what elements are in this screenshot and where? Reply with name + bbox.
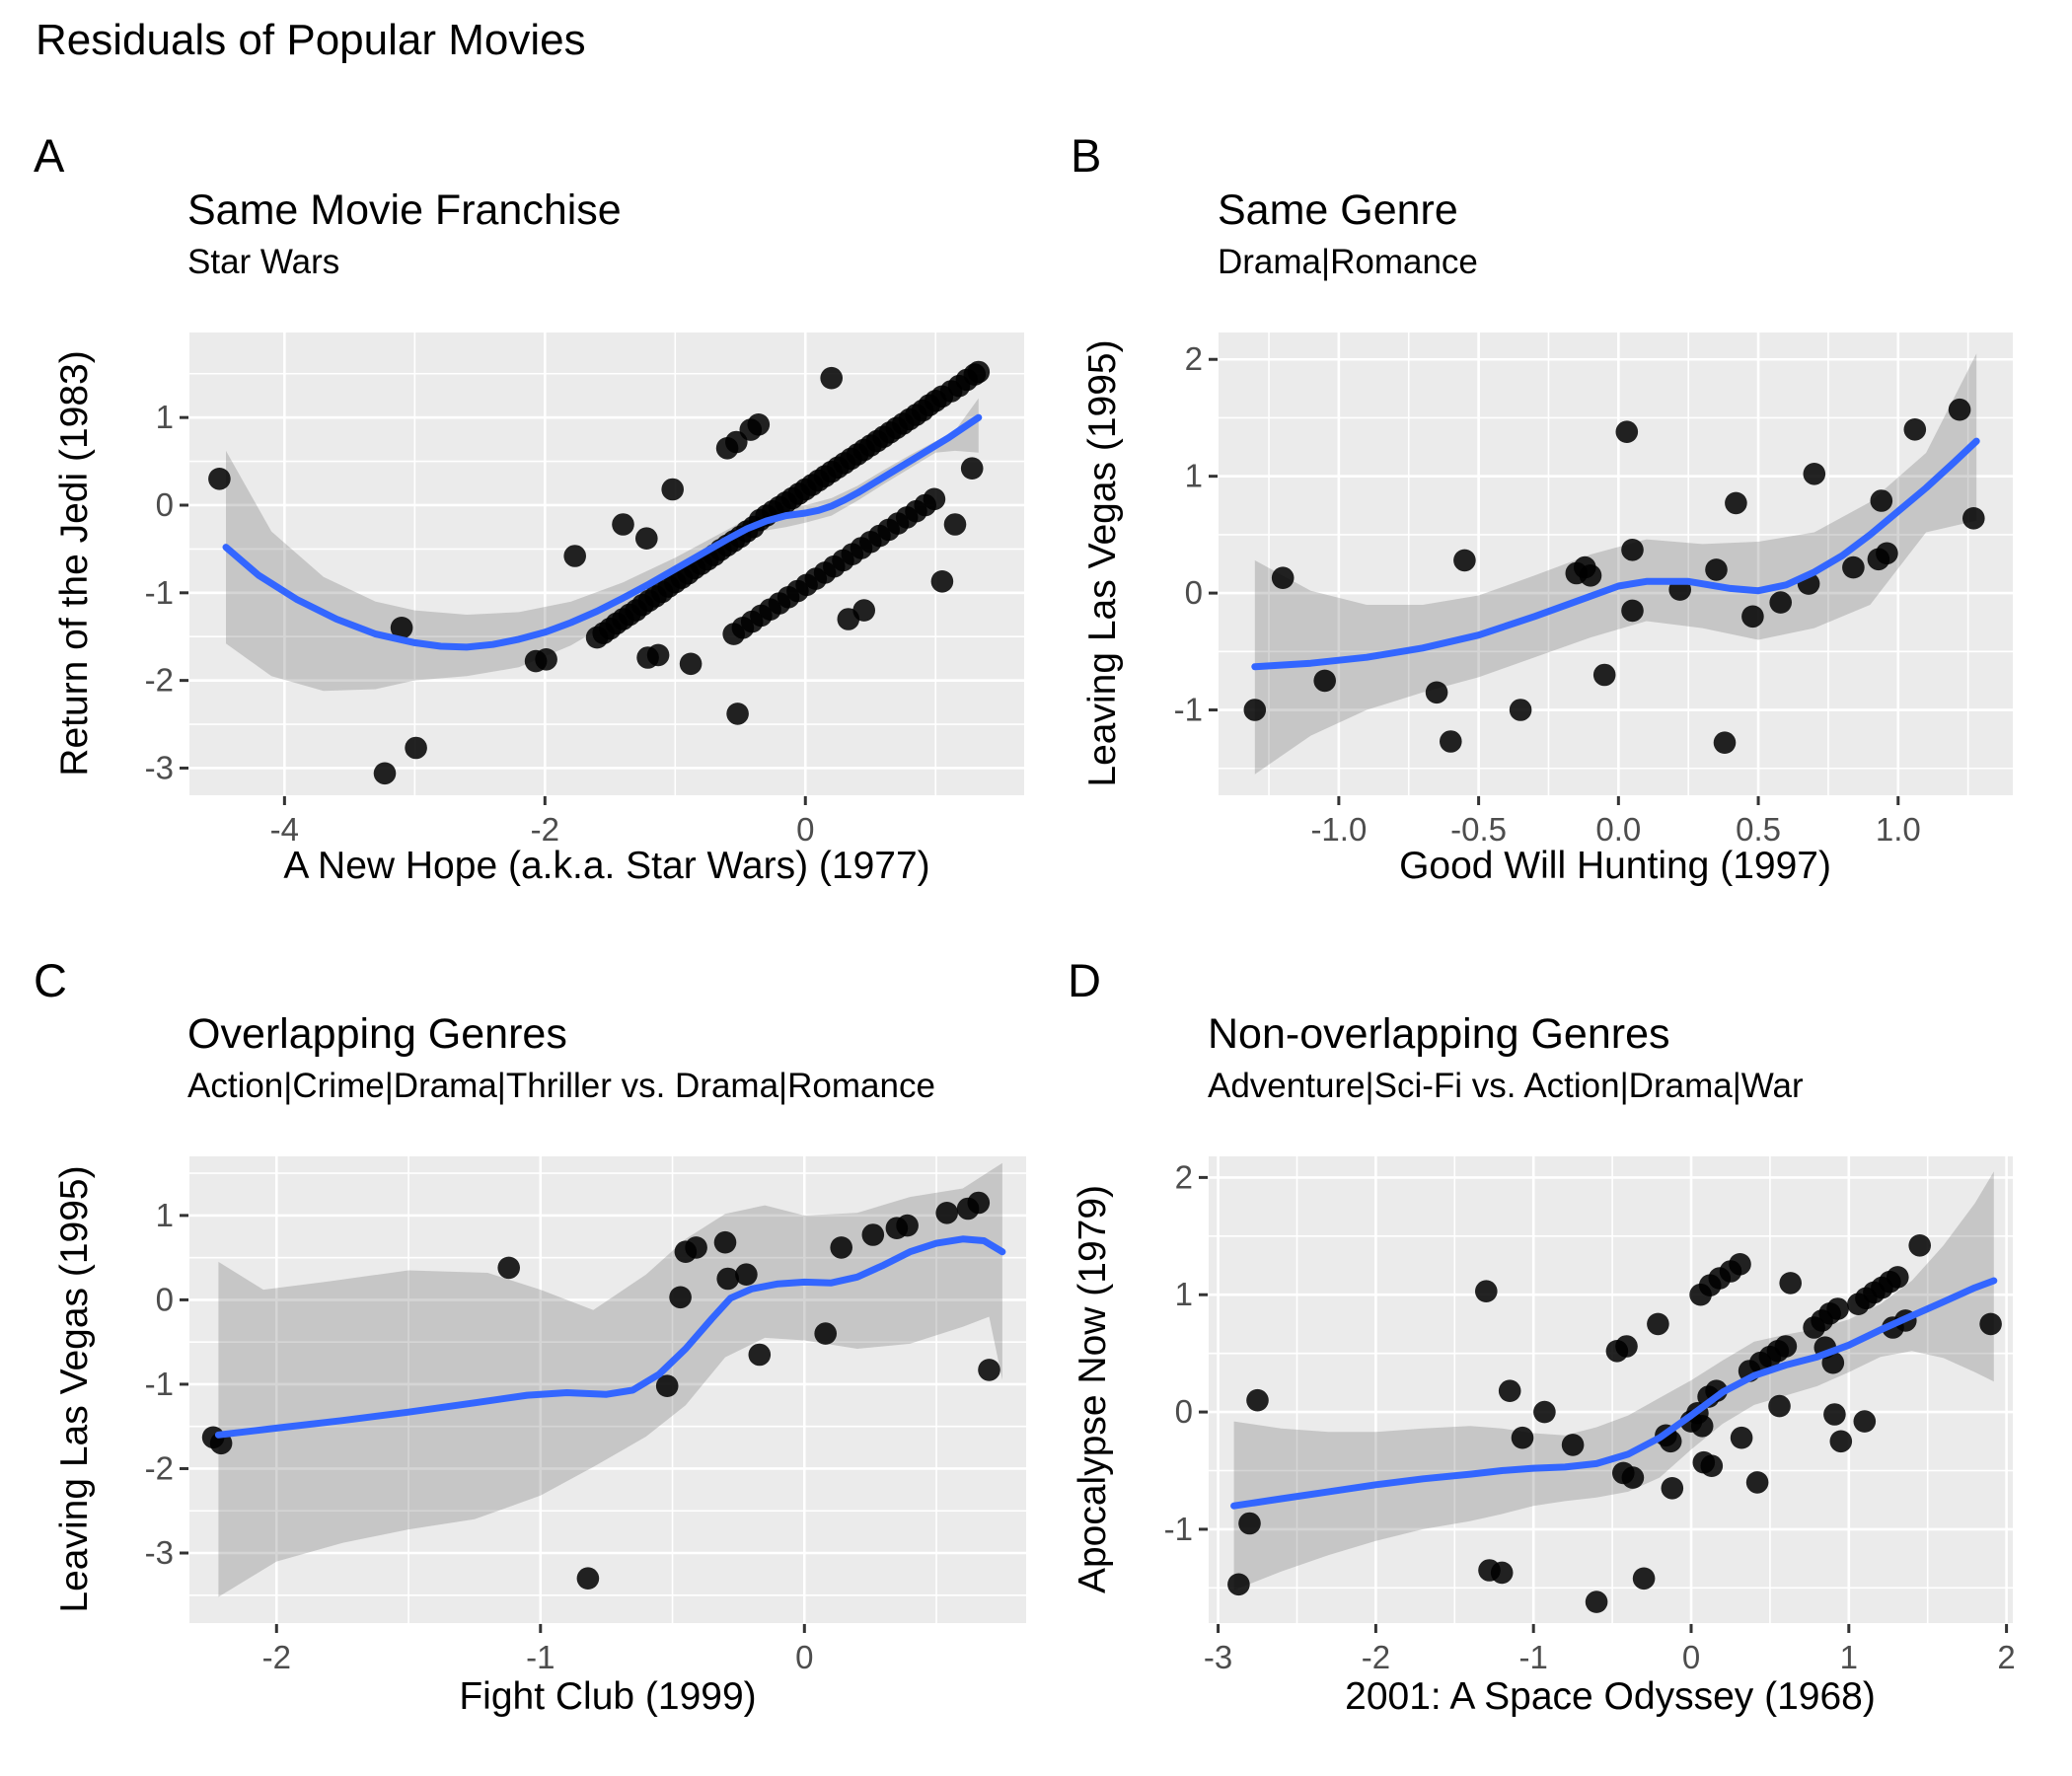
y-tick-label: 0 <box>155 1281 174 1318</box>
panel-d <box>1164 1156 2016 1675</box>
data-point <box>1775 1335 1798 1358</box>
data-point <box>1979 1313 2002 1336</box>
data-point <box>1725 492 1747 515</box>
data-point <box>1768 1395 1791 1418</box>
panel-a-title: Same Movie Franchise <box>187 186 622 234</box>
data-point <box>497 1257 520 1280</box>
data-point <box>1562 1434 1585 1456</box>
data-point <box>374 763 397 785</box>
data-point <box>1826 1297 1849 1320</box>
panel-a-x-axis-label: A New Hope (a.k.a. Star Wars) (1977) <box>283 845 930 887</box>
data-point <box>1533 1401 1556 1424</box>
panel-c-subtitle: Action|Crime|Drama|Thriller vs. Drama|Romance <box>187 1067 935 1105</box>
y-tick-label: 1 <box>1184 457 1203 494</box>
data-point <box>1769 591 1792 614</box>
data-point <box>1701 1454 1724 1477</box>
y-tick-label: 2 <box>1174 1158 1193 1196</box>
panel-b-x-axis-label: Good Will Hunting (1997) <box>1399 845 1831 887</box>
x-tick-label: 0 <box>795 1639 814 1675</box>
y-tick-label: -1 <box>144 1365 174 1402</box>
panel-background <box>189 333 1024 795</box>
data-point <box>1272 566 1295 589</box>
data-point <box>1227 1574 1250 1596</box>
data-point <box>1823 1403 1846 1426</box>
y-tick-label: 0 <box>1174 1393 1193 1431</box>
data-point <box>1904 418 1927 441</box>
panel-d-tag: D <box>1068 954 1101 1006</box>
panel-d-subtitle: Adventure|Sci-Fi vs. Action|Drama|War <box>1208 1067 1804 1105</box>
x-tick-label: 0 <box>1681 1639 1701 1675</box>
data-point <box>1621 539 1644 561</box>
y-tick-label: -1 <box>144 573 174 611</box>
data-point <box>749 1344 772 1367</box>
data-point <box>1779 1272 1802 1295</box>
data-point <box>1475 1280 1498 1302</box>
data-point <box>830 1236 852 1259</box>
data-point <box>647 644 670 667</box>
data-point <box>1622 1466 1645 1489</box>
y-tick-label: -3 <box>144 1534 174 1572</box>
x-tick-label: -1.0 <box>1310 811 1368 848</box>
data-point <box>563 545 586 567</box>
x-tick-label: -1 <box>526 1639 555 1675</box>
panel-b-title: Same Genre <box>1218 186 1458 234</box>
data-point <box>1246 1389 1269 1412</box>
data-point <box>748 413 771 436</box>
data-point <box>1691 1415 1714 1438</box>
panel-d-x-axis-label: 2001: A Space Odyssey (1968) <box>1345 1675 1876 1718</box>
data-point <box>1871 489 1893 512</box>
data-point <box>1662 1477 1684 1500</box>
data-point <box>1854 1410 1877 1433</box>
data-point <box>1615 1335 1638 1358</box>
data-point <box>577 1567 600 1590</box>
x-tick-label: -2 <box>1361 1639 1391 1675</box>
x-tick-label: 1.0 <box>1875 811 1921 848</box>
x-tick-label: -2 <box>261 1639 291 1675</box>
panel-a-subtitle: Star Wars <box>187 243 340 281</box>
data-point <box>931 570 954 593</box>
data-point <box>1876 543 1898 565</box>
data-point <box>1586 1591 1608 1613</box>
data-point <box>1741 606 1764 629</box>
data-point <box>716 1268 739 1291</box>
x-tick-label: 0.0 <box>1595 811 1642 848</box>
data-point <box>656 1374 679 1397</box>
data-point <box>1804 463 1826 485</box>
data-point <box>685 1236 707 1259</box>
data-point <box>1731 1427 1753 1449</box>
figure-title: Residuals of Popular Movies <box>36 16 586 64</box>
y-tick-label: 0 <box>1184 574 1203 612</box>
x-tick-label: -3 <box>1203 1639 1233 1675</box>
data-point <box>820 367 843 390</box>
panel-c-x-axis-label: Fight Club (1999) <box>459 1675 757 1718</box>
data-point <box>1499 1379 1521 1402</box>
data-point <box>405 737 427 760</box>
x-tick-label: 2 <box>1997 1639 2016 1675</box>
data-point <box>896 1215 919 1237</box>
data-point <box>669 1287 692 1309</box>
data-point <box>1887 1266 1909 1289</box>
data-point <box>612 513 634 536</box>
data-point <box>862 1223 885 1246</box>
data-point <box>1633 1568 1656 1591</box>
data-point <box>935 1202 958 1224</box>
data-point <box>961 457 984 480</box>
data-point <box>714 1231 737 1254</box>
data-point <box>1512 1427 1534 1449</box>
data-point <box>1313 670 1336 693</box>
data-point <box>1238 1513 1261 1535</box>
panel-a <box>145 333 1024 848</box>
y-tick-label: -2 <box>144 1449 174 1487</box>
data-point <box>726 703 749 725</box>
data-point <box>1830 1431 1853 1453</box>
x-tick-label: 0 <box>796 811 815 848</box>
data-point <box>924 488 946 511</box>
data-point <box>1426 682 1448 704</box>
data-point <box>1593 664 1616 687</box>
panel-b-y-axis-label: Leaving Las Vegas (1995) <box>1081 339 1124 787</box>
data-point <box>1842 556 1865 579</box>
y-tick-label: 2 <box>1184 340 1203 378</box>
panel-b-subtitle: Drama|Romance <box>1218 243 1478 281</box>
data-point <box>1908 1234 1931 1257</box>
x-tick-label: 1 <box>1839 1639 1858 1675</box>
panel-c-title: Overlapping Genres <box>187 1010 567 1058</box>
data-point <box>1453 550 1476 572</box>
panel-b <box>1174 333 2013 848</box>
data-point <box>635 527 658 550</box>
data-point <box>1714 731 1737 754</box>
data-point <box>1949 399 1971 421</box>
data-point <box>1746 1471 1769 1494</box>
data-point <box>944 513 967 536</box>
y-tick-label: -2 <box>144 661 174 699</box>
data-point <box>1580 564 1602 587</box>
panel-a-tag: A <box>34 129 65 182</box>
y-tick-label: -1 <box>1163 1510 1193 1547</box>
data-point <box>735 1263 758 1286</box>
data-point <box>208 468 231 490</box>
x-tick-label: -4 <box>269 811 300 848</box>
y-tick-label: 1 <box>1174 1276 1193 1313</box>
data-point <box>1962 507 1985 530</box>
data-point <box>964 363 987 386</box>
data-point <box>1491 1562 1514 1585</box>
data-point <box>1244 699 1267 721</box>
x-tick-label: -1 <box>1518 1639 1548 1675</box>
data-point <box>814 1322 837 1345</box>
data-point <box>1440 730 1462 753</box>
y-tick-label: 1 <box>155 1196 174 1233</box>
data-point <box>1510 699 1532 721</box>
data-point <box>1621 600 1644 623</box>
y-tick-label: -3 <box>144 749 174 786</box>
data-point <box>852 599 875 622</box>
data-point <box>1705 558 1728 581</box>
data-point <box>1616 420 1639 443</box>
panel-c-tag: C <box>34 954 67 1006</box>
panel-d-title: Non-overlapping Genres <box>1208 1010 1670 1058</box>
panel-a-y-axis-label: Return of the Jedi (1983) <box>53 350 96 777</box>
y-tick-label: 1 <box>155 399 174 436</box>
panel-c-y-axis-label: Leaving Las Vegas (1995) <box>53 1165 96 1613</box>
x-tick-label: -0.5 <box>1450 811 1508 848</box>
x-tick-label: -2 <box>530 811 559 848</box>
data-point <box>968 1192 991 1215</box>
data-point <box>1729 1253 1751 1276</box>
data-point <box>1647 1313 1669 1336</box>
data-point <box>661 479 684 501</box>
data-point <box>535 648 557 671</box>
data-point <box>680 653 703 676</box>
panel-c <box>145 1156 1026 1675</box>
x-tick-label: 0.5 <box>1736 811 1781 848</box>
panel-d-y-axis-label: Apocalypse Now (1979) <box>1072 1184 1114 1594</box>
data-point <box>978 1359 1000 1381</box>
y-tick-label: 0 <box>155 485 174 523</box>
panel-b-tag: B <box>1071 129 1102 182</box>
y-tick-label: -1 <box>1173 691 1203 728</box>
